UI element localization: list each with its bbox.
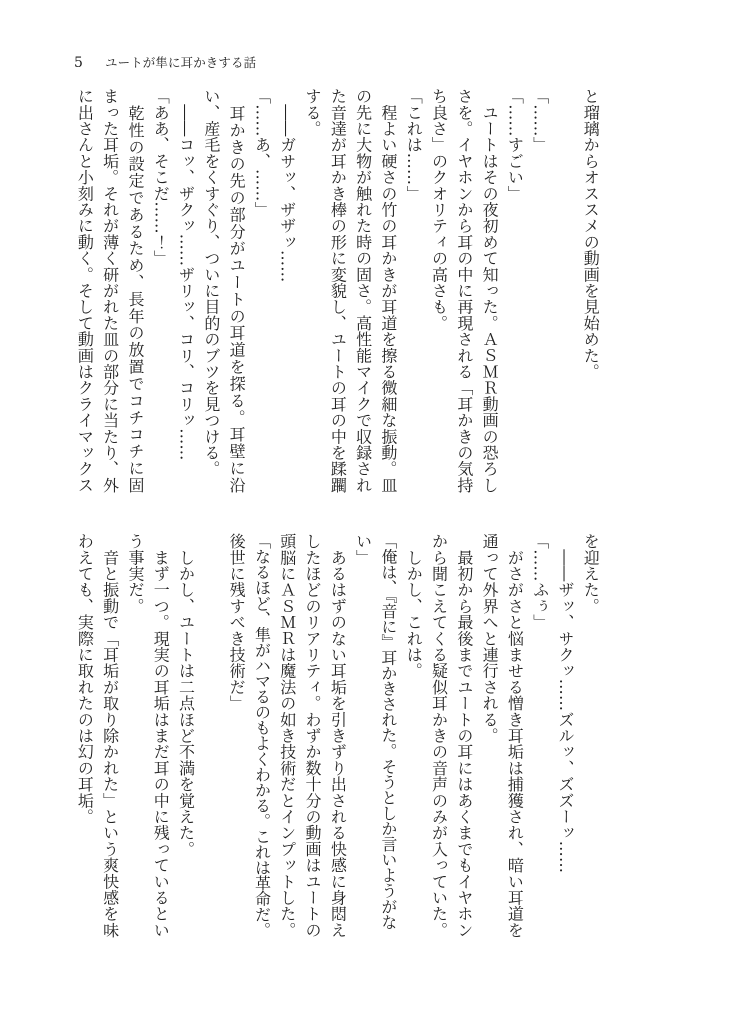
text-column: しかし、これは。 bbox=[404, 533, 424, 679]
blank-column bbox=[199, 533, 224, 938]
text-column: ――ザッ、サクッ……ズルッ、ズズーッ…… bbox=[556, 533, 575, 874]
chapter-title: ユートが隼に耳かきする話 bbox=[105, 55, 257, 70]
text-column: さを。イヤホンから耳の中に再現される「耳かきの気持 bbox=[454, 88, 474, 493]
text-column: 「……すごい」 bbox=[505, 88, 525, 202]
text-column: ――ガサッ、ザザッ…… bbox=[277, 88, 297, 283]
text-column: 耳かきの先の部分がユートの耳道を探る。耳壁に沿 bbox=[227, 88, 247, 493]
text-column: 音と振動で「耳垢が取り除かれた」という爽快感を味 bbox=[100, 533, 120, 938]
text-column: から聞こえてくる疑似耳かきの音声のみが入っていた。 bbox=[429, 533, 449, 938]
text-column: と瑠璃からオススメの動画を見始めた。 bbox=[581, 88, 601, 380]
text-column: 乾性の設定であるため、長年の放置でコチコチに固 bbox=[125, 88, 145, 493]
text-tier-top bbox=[72, 88, 603, 493]
text-column: に出さんと小刻みに動く。そして動画はクライマックス bbox=[75, 88, 95, 493]
text-column: 「ああ、そこだ……！」 bbox=[151, 88, 171, 267]
text-column: 「なるほど、隼がハマるのもよくわかる。これは革命だ。 bbox=[252, 533, 272, 938]
text-column: がさがさと悩ませる憎き耳垢は捕獲され、暗い耳道を bbox=[505, 533, 525, 938]
text-column: の先に大物が触れた時の固さ。高性能マイクで収録され bbox=[353, 88, 373, 493]
text-column: た音達が耳かき棒の形に変貌し、ユートの耳の中を蹂躙 bbox=[328, 88, 348, 493]
text-column: 頭脳にＡＳＭＲは魔法の如き技術だとインプットした。 bbox=[277, 533, 297, 938]
text-column: まった耳垢。それが薄く研がれた皿の部分に当たり、外 bbox=[100, 88, 120, 493]
text-column: する。 bbox=[303, 88, 323, 137]
text-column: 程よい硬さの竹の耳かきが耳道を擦る微細な振動。皿 bbox=[378, 88, 398, 493]
text-column: う事実だ。 bbox=[125, 533, 145, 614]
text-column: 通って外界へと連行される。 bbox=[480, 533, 500, 744]
text-column: い、産毛をくすぐり、ついに目的のブツを見つける。 bbox=[201, 88, 221, 477]
text-column: を迎えた。 bbox=[581, 533, 601, 614]
text-column: あるはずのない耳垢を引きずり出される快感に身悶え bbox=[328, 533, 348, 938]
text-column: まず一つ。現実の耳垢はまだ耳の中に残っているとい bbox=[151, 533, 171, 938]
text-column: 「これは……」 bbox=[404, 88, 424, 202]
running-header bbox=[74, 54, 256, 72]
text-tier-bottom bbox=[72, 533, 603, 938]
text-column: ユートはその夜初めて知った。ＡＳＭＲ動画の恐ろし bbox=[480, 88, 500, 493]
page-number: 5 bbox=[74, 55, 83, 71]
text-column: ――コッ、ザクッ……ザリッ、コリ、コリッ…… bbox=[176, 88, 196, 461]
text-column: 最初から最後までユートの耳にはあくまでもイヤホン bbox=[454, 533, 474, 938]
text-column: 「……あ、……」 bbox=[252, 88, 272, 218]
text-column: い」 bbox=[353, 533, 373, 566]
blank-column bbox=[553, 88, 578, 493]
text-column: 後世に残すべき技術だ」 bbox=[227, 533, 247, 712]
text-column: ち良さ」のクオリティの高さも。 bbox=[429, 88, 449, 331]
text-column: 「……ふぅ」 bbox=[530, 533, 550, 631]
text-column: わえても、実際に取れたのは幻の耳垢。 bbox=[75, 533, 95, 825]
text-column: 「俺は、『音に』耳かきされた。そうとしか言いようがな bbox=[378, 533, 398, 930]
text-column: しかし、ユートは二点ほど不満を覚えた。 bbox=[176, 533, 196, 857]
text-column: したほどのリアリティ。わずか数十分の動画はユートの bbox=[303, 533, 323, 938]
text-column: 「……」 bbox=[530, 88, 550, 153]
